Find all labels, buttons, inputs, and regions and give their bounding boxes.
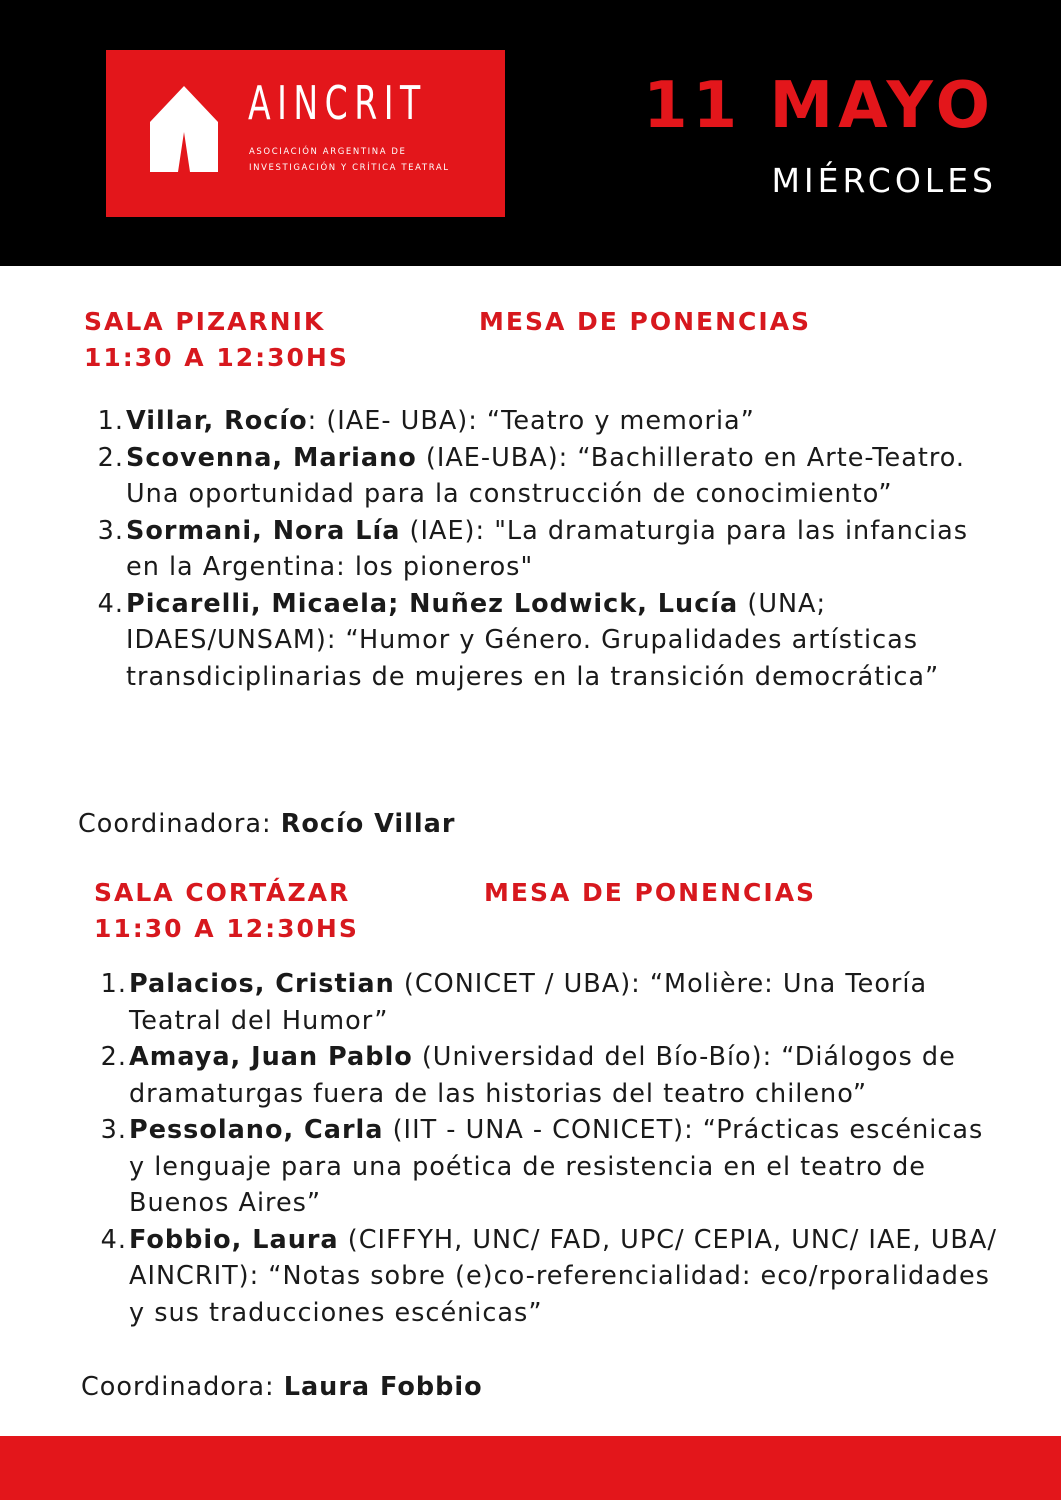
item-number: 4.	[100, 1224, 127, 1255]
coordinator-line	[78, 806, 455, 842]
paper-details: (UNA; IDAES/UNSAM): “Humor y Género. Grupalidades artísticas transdiciplinarias de mujeres en la transición democrática”	[126, 588, 940, 692]
theatre-tent-icon	[144, 82, 224, 174]
list-item	[78, 513, 998, 586]
item-number: 2.	[97, 442, 124, 473]
paper-details: : (IAE- UBA): “Teatro y memoria”	[307, 406, 755, 436]
paper-authors: Fobbio, Laura	[129, 1224, 339, 1255]
list-item	[78, 586, 998, 696]
item-number: 3.	[100, 1115, 127, 1145]
item-number: 3.	[97, 515, 124, 546]
room-name: SALA PIZARNIK	[84, 307, 326, 336]
list-item	[78, 403, 998, 440]
paper-details: (CONICET / UBA): “Molière: Una Teoría Teatral del Humor”	[129, 969, 928, 1036]
logo-subtitle	[249, 144, 450, 176]
logo-subtitle-line2: INVESTIGACIÓN Y CRÍTICA TEATRAL	[249, 163, 450, 173]
session-type: MESA DE PONENCIAS	[479, 307, 812, 336]
paper-list	[78, 403, 998, 695]
event-date: 11 MAYO	[643, 69, 995, 143]
list-item	[81, 1112, 1001, 1222]
session-heading	[84, 304, 349, 376]
paper-details: (IAE): "La dramaturgia para las infancias en la Argentina: los pioneros"	[126, 515, 968, 582]
paper-authors: Sormani, Nora Lía	[126, 515, 401, 546]
paper-authors: Scovenna, Mariano	[126, 442, 417, 473]
paper-authors: Palacios, Cristian	[129, 969, 395, 999]
coordinator-label: Coordinadora:	[78, 809, 281, 839]
paper-details: (IAE-UBA): “Bachillerato en Arte-Teatro. Una oportunidad para la construcción de conocimiento”	[126, 442, 966, 509]
coordinator-line	[81, 1369, 483, 1405]
footer-band	[0, 1436, 1061, 1500]
coordinator-name: Rocío Villar	[280, 809, 456, 839]
coordinator-name: Laura Fobbio	[283, 1372, 483, 1402]
session-time: 11:30 A 12:30HS	[84, 343, 349, 372]
room-name: SALA CORTÁZAR	[94, 878, 351, 907]
paper-details: (Universidad del Bío-Bío): “Diálogos de dramaturgas fuera de las historias del teatro chileno”	[129, 1042, 956, 1109]
item-number: 2.	[100, 1042, 127, 1072]
list-item	[81, 1222, 1001, 1332]
paper-details: (CIFFYH, UNC/ FAD, UPC/ CEPIA, UNC/ IAE, UBA/ AINCRIT): “Notas sobre (e)co-referencialidad: eco/rporalidades y sus traducciones escénicas”	[129, 1224, 997, 1328]
session-type: MESA DE PONENCIAS	[484, 878, 817, 907]
event-weekday: MIÉRCOLES	[771, 161, 997, 200]
header-band	[0, 0, 1061, 266]
paper-authors: Villar, Rocío	[126, 406, 308, 436]
paper-authors: Pessolano, Carla	[129, 1115, 384, 1145]
aincrit-logo	[106, 50, 505, 217]
paper-authors: Picarelli, Micaela; Nuñez Lodwick, Lucía	[126, 588, 739, 619]
logo-subtitle-line1: ASOCIACIÓN ARGENTINA DE	[249, 147, 407, 157]
paper-list	[81, 966, 1001, 1331]
list-item	[81, 1039, 1001, 1112]
coordinator-label: Coordinadora:	[81, 1372, 284, 1402]
paper-details: (IIT - UNA - CONICET): “Prácticas escénicas y lenguaje para una poética de resistencia en el teatro de Buenos Aires”	[129, 1115, 984, 1218]
item-number: 1.	[97, 406, 124, 436]
session-time: 11:30 A 12:30HS	[94, 914, 359, 943]
item-number: 4.	[97, 588, 124, 619]
list-item	[81, 966, 1001, 1039]
list-item	[78, 440, 998, 513]
paper-authors: Amaya, Juan Pablo	[129, 1042, 413, 1072]
session-heading	[94, 875, 359, 947]
logo-name: AINCRIT	[248, 76, 427, 130]
item-number: 1.	[100, 969, 127, 999]
